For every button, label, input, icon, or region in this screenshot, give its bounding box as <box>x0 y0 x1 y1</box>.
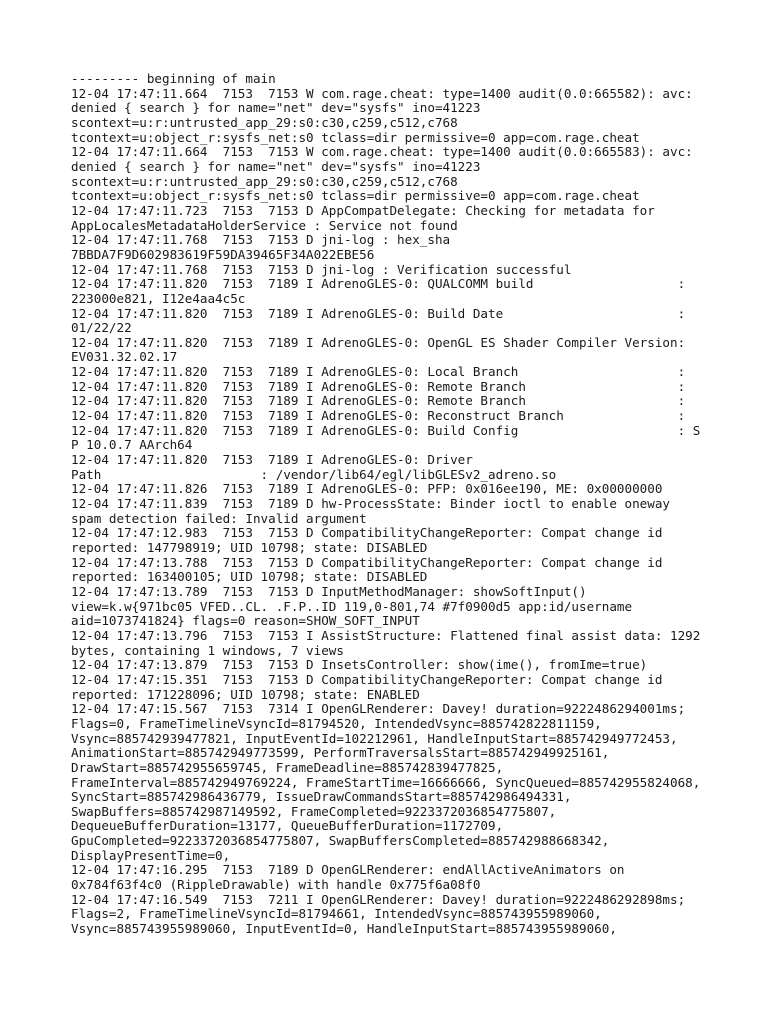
log-line: 12-04 17:47:16.295 7153 7189 D OpenGLRenderer: endAllActiveAnimators on <box>71 862 625 878</box>
log-line: AppLocalesMetadataHolderService : Service not found <box>71 217 458 233</box>
log-line: 12-04 17:47:11.664 7153 7153 W com.rage.cheat: type=1400 audit(0.0:665582): avc: <box>71 85 693 101</box>
log-line: scontext=u:r:untrusted_app_29:s0:c30,c259,c512,c768 <box>71 114 458 130</box>
log-line: Vsync=885743955989060, InputEventId=0, HandleInputStart=885743955989060, <box>71 921 617 937</box>
log-line: 12-04 17:47:11.820 7153 7189 I AdrenoGLES-0: Build Config : S <box>71 422 701 438</box>
log-line: 12-04 17:47:11.820 7153 7189 I AdrenoGLES-0: Build Date : <box>71 305 686 321</box>
log-line: view=k.w{971bc05 VFED..CL. .F.P..ID 119,0-801,74 #7f0900d5 app:id/username <box>71 598 633 614</box>
log-line: 12-04 17:47:11.723 7153 7153 D AppCompatDelegate: Checking for metadata for <box>71 202 655 218</box>
logcat-output <box>71 72 711 937</box>
log-line: 0x784f63f4c0 (RippleDrawable) with handle 0x775f6a08f0 <box>71 877 481 893</box>
log-line: Vsync=885742939477821, InputEventId=102212961, HandleInputStart=885742949772453, <box>71 730 678 746</box>
log-line: SyncStart=885742986436779, IssueDrawCommandsStart=885742986494331, <box>71 789 572 805</box>
log-line: aid=1073741824} flags=0 reason=SHOW_SOFT_INPUT <box>71 613 420 629</box>
log-line: 12-04 17:47:11.820 7153 7189 I AdrenoGLES-0: Local Branch : <box>71 364 686 380</box>
log-line: 7BBDA7F9D602983619F59DA39465F34A022EBE56 <box>71 246 375 262</box>
log-buffer-header: --------- beginning of main <box>71 71 276 86</box>
log-line: 12-04 17:47:11.820 7153 7189 I AdrenoGLES-0: Driver <box>71 452 473 468</box>
log-line: DequeueBufferDuration=13177, QueueBufferDuration=1172709, <box>71 818 504 834</box>
log-line: 01/22/22 <box>71 320 132 336</box>
log-line: 12-04 17:47:11.820 7153 7189 I AdrenoGLES-0: QUALCOMM build : <box>71 276 686 292</box>
log-line: 12-04 17:47:15.567 7153 7314 I OpenGLRenderer: Davey! duration=9222486294001ms; <box>71 701 686 717</box>
log-line: denied { search } for name="net" dev="sysfs" ino=41223 <box>71 100 481 116</box>
log-line: 12-04 17:47:13.789 7153 7153 D InputMethodManager: showSoftInput() <box>71 583 587 599</box>
log-line: tcontext=u:object_r:sysfs_net:s0 tclass=dir permissive=0 app=com.rage.cheat <box>71 188 640 204</box>
log-line: 12-04 17:47:16.549 7153 7211 I OpenGLRenderer: Davey! duration=9222486292898ms; <box>71 891 686 907</box>
log-line: Flags=2, FrameTimelineVsyncId=81794661, IntendedVsync=885743955989060, <box>71 906 602 922</box>
log-line: AnimationStart=885742949773599, PerformTraversalsStart=885742949925161, <box>71 745 610 761</box>
log-line: 12-04 17:47:11.820 7153 7189 I AdrenoGLES-0: OpenGL ES Shader Compiler Version: <box>71 334 686 350</box>
log-line: 223000e821, I12e4aa4c5c <box>71 290 246 306</box>
log-line: reported: 163400105; UID 10798; state: DISABLED <box>71 569 428 585</box>
log-line: Path : /vendor/lib64/egl/libGLESv2_adreno.so <box>71 466 557 482</box>
log-line: GpuCompleted=9223372036854775807, SwapBuffersCompleted=885742988668342, <box>71 833 610 849</box>
log-line: 12-04 17:47:11.820 7153 7189 I AdrenoGLES-0: Remote Branch : <box>71 378 686 394</box>
log-line: scontext=u:r:untrusted_app_29:s0:c30,c259,c512,c768 <box>71 173 458 189</box>
log-line: reported: 171228096; UID 10798; state: ENABLED <box>71 686 420 702</box>
log-line: 12-04 17:47:11.820 7153 7189 I AdrenoGLES-0: Remote Branch : <box>71 393 686 409</box>
log-line: 12-04 17:47:11.664 7153 7153 W com.rage.cheat: type=1400 audit(0.0:665583): avc: <box>71 144 693 160</box>
log-line: 12-04 17:47:11.768 7153 7153 D jni-log : Verification successful <box>71 261 572 277</box>
log-line: 12-04 17:47:13.788 7153 7153 D CompatibilityChangeReporter: Compat change id <box>71 554 663 570</box>
log-line: spam detection failed: Invalid argument <box>71 510 367 526</box>
log-line: reported: 147798919; UID 10798; state: DISABLED <box>71 540 428 555</box>
log-line: 12-04 17:47:13.796 7153 7153 I AssistStructure: Flattened final assist data: 1292 <box>71 627 701 643</box>
log-line: 12-04 17:47:11.839 7153 7189 D hw-ProcessState: Binder ioctl to enable oneway <box>71 496 670 512</box>
log-line: DisplayPresentTime=0, <box>71 847 231 863</box>
log-line: Flags=0, FrameTimelineVsyncId=81794520, IntendedVsync=885742822811159, <box>71 715 602 731</box>
log-line: EV031.32.02.17 <box>71 349 178 365</box>
log-line: tcontext=u:object_r:sysfs_net:s0 tclass=dir permissive=0 app=com.rage.cheat <box>71 129 640 145</box>
log-line: 12-04 17:47:11.820 7153 7189 I AdrenoGLES-0: Reconstruct Branch : <box>71 408 686 424</box>
log-line: FrameInterval=885742949769224, FrameStartTime=16666666, SyncQueued=885742955824068, <box>71 774 701 790</box>
log-line: SwapBuffers=885742987149592, FrameCompleted=9223372036854775807, <box>71 803 557 819</box>
log-line: 12-04 17:47:11.768 7153 7153 D jni-log : hex_sha <box>71 232 451 248</box>
log-line: 12-04 17:47:11.826 7153 7189 I AdrenoGLES-0: PFP: 0x016ee190, ME: 0x00000000 <box>71 481 663 497</box>
log-line: DrawStart=885742955659745, FrameDeadline=885742839477825, <box>71 759 504 775</box>
log-line: bytes, containing 1 windows, 7 views <box>71 642 344 658</box>
log-line: 12-04 17:47:12.983 7153 7153 D CompatibilityChangeReporter: Compat change id <box>71 525 663 541</box>
log-line: denied { search } for name="net" dev="sysfs" ino=41223 <box>71 158 481 174</box>
log-line: 12-04 17:47:13.879 7153 7153 D InsetsController: show(ime(), fromIme=true) <box>71 657 648 673</box>
log-line: P 10.0.7 AArch64 <box>71 437 193 453</box>
log-line: 12-04 17:47:15.351 7153 7153 D CompatibilityChangeReporter: Compat change id <box>71 671 663 687</box>
